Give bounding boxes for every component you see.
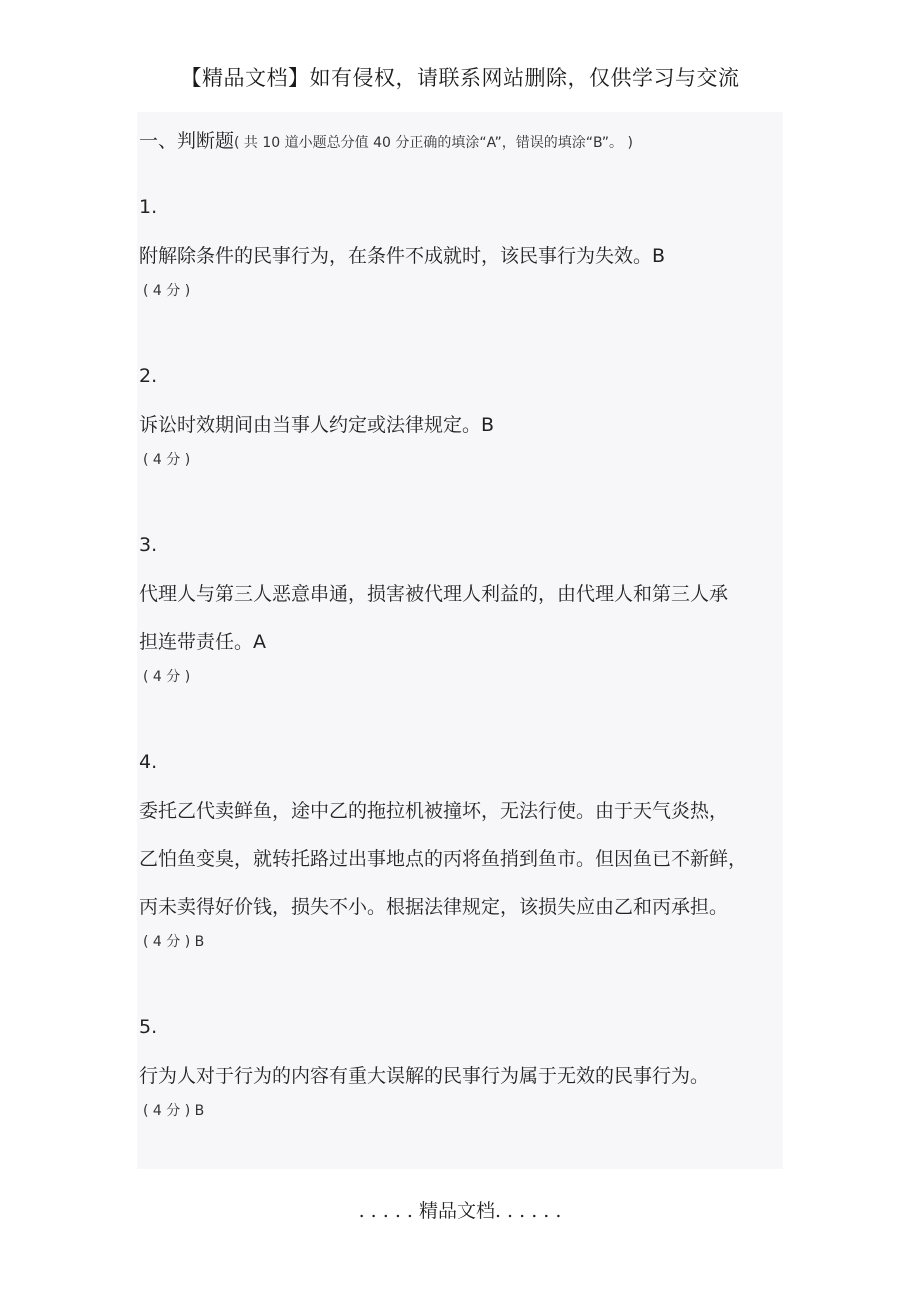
question-text-line: 丙未卖得好价钱，损失不小。根据法律规定，该损失应由乙和丙承担。 xyxy=(139,896,729,918)
question-text xyxy=(139,401,789,449)
question-2 xyxy=(139,364,789,471)
question-text xyxy=(139,1052,789,1100)
question-number: 1. xyxy=(139,196,158,218)
question-number: 5. xyxy=(139,1016,158,1038)
question-text-line: 附解除条件的民事行为，在条件不成就时，该民事行为失效。B xyxy=(139,245,666,267)
question-text-line: 行为人对于行为的内容有重大误解的民事行为属于无效的民事行为。 xyxy=(139,1065,710,1087)
question-score: ( 4 分 ) B xyxy=(143,934,205,950)
question-score: ( 4 分 ) xyxy=(143,452,191,468)
section-title xyxy=(139,126,633,153)
question-4 xyxy=(139,750,789,953)
page-header-watermark: 【精品文档】如有侵权，请联系网站删除，仅供学习与交流 xyxy=(180,66,740,90)
question-1 xyxy=(139,195,789,302)
question-score: ( 4 分 ) xyxy=(143,669,191,685)
question-score: ( 4 分 ) B xyxy=(143,1103,205,1119)
section-instructions: ( 共 10 道小题总分值 40 分正确的填涂“A”，错误的填涂“B”。 ) xyxy=(234,135,633,151)
question-text-line: 担连带责任。A xyxy=(139,631,266,653)
question-text-line: 委托乙代卖鲜鱼，途中乙的拖拉机被撞坏，无法行使。由于天气炎热， xyxy=(139,800,729,822)
question-text-line: 诉讼时效期间由当事人约定或法律规定。B xyxy=(139,414,495,436)
question-3 xyxy=(139,533,789,688)
question-score: ( 4 分 ) xyxy=(143,283,191,299)
document-body xyxy=(137,112,783,1169)
question-text-line: 代理人与第三人恶意串通，损害被代理人利益的，由代理人和第三人承 xyxy=(139,583,729,605)
question-number: 4. xyxy=(139,751,158,773)
question-number: 2. xyxy=(139,365,158,387)
question-5 xyxy=(139,1015,789,1122)
question-text xyxy=(139,570,789,666)
page-footer: . . . . . 精品文档. . . . . . xyxy=(358,1200,562,1222)
question-text xyxy=(139,232,789,280)
section-heading: 一、判断题 xyxy=(139,130,235,152)
question-text-line: 乙怕鱼变臭，就转托路过出事地点的丙将鱼捎到鱼市。但因鱼已不新鲜， xyxy=(139,848,748,870)
question-text xyxy=(139,787,789,931)
question-number: 3. xyxy=(139,534,158,556)
